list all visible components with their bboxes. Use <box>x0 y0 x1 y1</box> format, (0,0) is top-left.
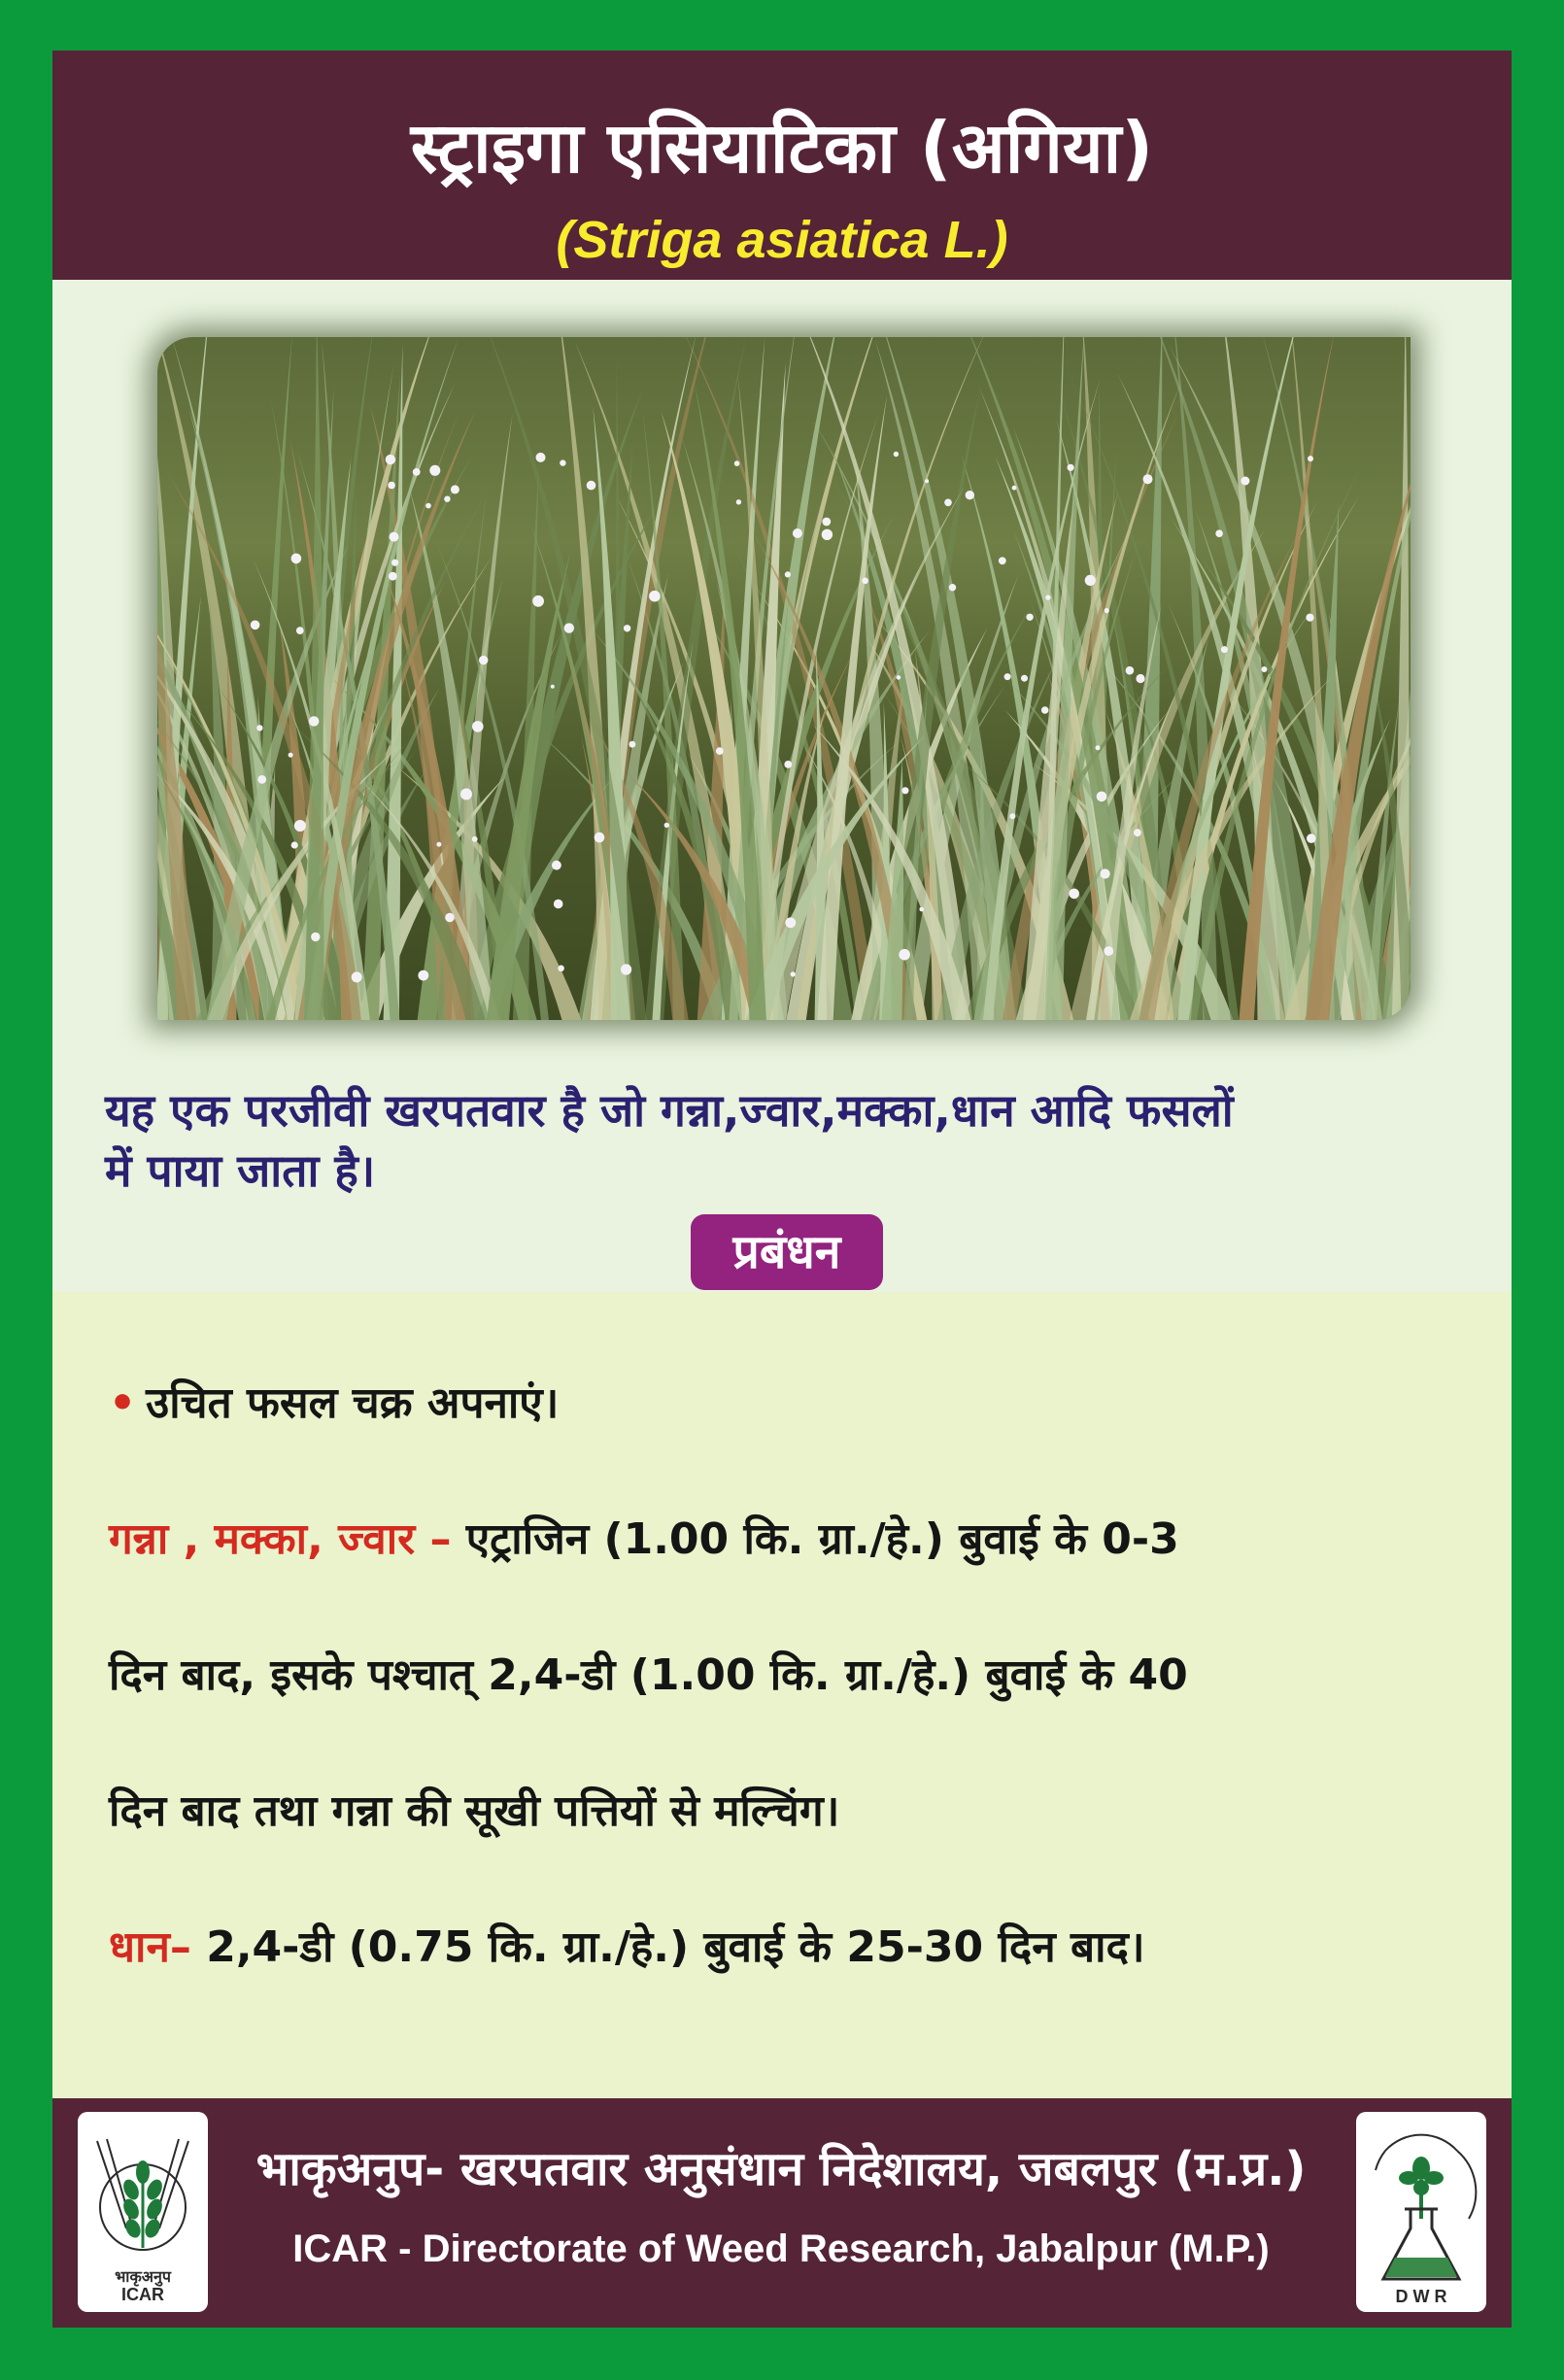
striga-flower <box>595 833 605 843</box>
sugarcane-maize-sorghum-line <box>109 1511 1488 1569</box>
striga-flower <box>425 503 431 509</box>
management-badge: प्रबंधन <box>691 1214 883 1290</box>
management-line-3: दिन बाद, इसके पश्चात् 2,4-डी (1.00 कि. ग्रा./हे.) बुवाई के 40 <box>109 1650 1188 1700</box>
striga-flower <box>444 496 450 502</box>
striga-flower <box>822 518 831 527</box>
striga-flower <box>1009 813 1015 819</box>
management-line-4: दिन बाद तथा गन्ना की सूखी पत्तियों से मल्चिंग। <box>109 1786 840 1836</box>
striga-flower <box>386 455 395 464</box>
striga-flower <box>251 621 260 630</box>
crop-rotation-text: उचित फसल चक्र अपनाएं। <box>146 1378 560 1428</box>
striga-flower <box>552 861 561 870</box>
striga-flower <box>294 820 306 832</box>
striga-flower <box>734 460 740 466</box>
striga-flower <box>1041 706 1049 714</box>
management-section <box>52 1292 1512 2098</box>
poster <box>52 51 1512 2328</box>
crops1-label: गन्ना , मक्का, ज्वार – <box>109 1514 452 1564</box>
striga-flower <box>587 481 596 491</box>
striga-flower <box>1241 477 1249 486</box>
striga-flower <box>536 453 546 462</box>
striga-flower <box>1308 456 1313 461</box>
striga-flower <box>436 842 441 847</box>
striga-flower <box>479 656 488 664</box>
striga-flower <box>1261 666 1267 672</box>
description-line-2: में पाया जाता है। <box>105 1144 376 1197</box>
striga-flower <box>1069 889 1079 900</box>
striga-flower <box>352 971 362 982</box>
striga-flower <box>532 595 544 607</box>
striga-flower <box>309 716 319 726</box>
striga-flower <box>1004 673 1011 680</box>
striga-flower <box>822 529 833 540</box>
striga-flower <box>391 560 398 566</box>
striga-flower <box>311 933 320 941</box>
organization-english: ICAR - Directorate of Weed Research, Jabalpur (M.P.) <box>292 2227 1270 2270</box>
striga-flower <box>472 836 478 842</box>
striga-flower <box>289 753 293 758</box>
crops1-text: एट्राजिन (1.00 कि. ग्रा./हे.) बुवाई के 0-3 <box>465 1514 1179 1564</box>
striga-flower <box>1097 792 1107 802</box>
weed-description <box>105 1080 1465 1201</box>
striga-flower <box>791 971 796 976</box>
striga-flower <box>1105 608 1109 613</box>
striga-flower <box>664 823 669 828</box>
striga-flower <box>736 499 741 504</box>
icar-logo <box>78 2112 208 2312</box>
striga-flower <box>894 452 899 457</box>
crops2-label: धान– <box>109 1922 191 1972</box>
striga-flower <box>445 913 455 923</box>
striga-flower <box>472 721 484 732</box>
striga-flower <box>1306 614 1313 622</box>
striga-flower <box>429 465 440 476</box>
organization-hindi: भाकृअनुप- खरपतवार अनुसंधान निदेशालय, जबलपुर (म.प्र.) <box>255 2142 1307 2196</box>
grass-illustration <box>157 337 1411 1020</box>
striga-flower <box>1026 614 1033 621</box>
description-line-1: यह एक परजीवी खरपतवार है जो गन्ना,ज्वार,मक्का,धान आदि फसलों <box>105 1084 1234 1137</box>
crop-rotation-line <box>109 1375 1488 1433</box>
striga-flower <box>388 482 395 490</box>
poster-header <box>52 51 1512 280</box>
striga-flower <box>901 787 908 794</box>
striga-flower <box>560 459 565 465</box>
striga-flower <box>785 571 791 577</box>
striga-flower <box>460 789 472 800</box>
striga-flower <box>413 468 421 476</box>
title-hindi: स्ट्राइगा एसियाटिका (अगिया) <box>410 107 1154 188</box>
striga-flower <box>1068 464 1074 471</box>
striga-flower <box>451 485 459 493</box>
striga-flower <box>291 841 298 848</box>
title-latin: (Striga asiatica L.) <box>556 211 1008 269</box>
striga-flower <box>1136 674 1144 683</box>
flask-plant-icon <box>1356 2112 1486 2312</box>
striga-flower <box>966 491 974 499</box>
striga-flower <box>919 907 924 912</box>
poster-footer <box>52 2098 1512 2328</box>
striga-flower <box>1307 833 1316 843</box>
icar-logo-hindi: भाकृअनुप <box>115 2267 171 2286</box>
striga-flower <box>897 675 901 680</box>
striga-flower <box>554 900 563 909</box>
striga-flower <box>629 741 636 748</box>
striga-flower <box>862 578 868 585</box>
striga-flower <box>1021 675 1028 682</box>
striga-flower <box>551 685 555 689</box>
striga-flower <box>1045 595 1050 599</box>
dwr-logo-label: D W R <box>1395 2287 1447 2306</box>
striga-flower <box>944 499 952 507</box>
bullet-icon: • <box>109 1378 137 1428</box>
crops2-text: 2,4-डी (0.75 कि. ग्रा./हे.) बुवाई के 25-30 दिन बाद। <box>206 1922 1145 1972</box>
striga-flower <box>564 623 574 632</box>
striga-flower <box>925 479 929 483</box>
striga-flower <box>558 966 564 972</box>
striga-flower <box>291 554 302 564</box>
striga-flower <box>1126 666 1135 675</box>
striga-flower <box>418 970 428 981</box>
striga-flower <box>1085 575 1096 586</box>
striga-flower <box>1101 868 1110 878</box>
striga-flower <box>649 591 661 602</box>
striga-flower <box>621 964 631 974</box>
striga-flower <box>949 584 956 591</box>
dwr-logo <box>1356 2112 1486 2312</box>
striga-flower <box>256 725 262 731</box>
striga-flower <box>1104 946 1113 956</box>
striga-flower <box>716 747 724 755</box>
striga-flower <box>1134 829 1141 836</box>
paddy-line <box>109 1919 1488 1977</box>
striga-flower <box>785 917 796 928</box>
striga-flower <box>296 627 304 634</box>
striga-flower <box>1221 646 1228 653</box>
striga-flower <box>1096 745 1101 750</box>
striga-flower <box>1143 474 1153 484</box>
striga-flower <box>389 572 397 581</box>
striga-flower <box>1215 529 1223 537</box>
icar-logo-english: ICAR <box>121 2285 164 2304</box>
striga-flower <box>793 528 802 538</box>
striga-flower <box>899 949 910 961</box>
striga-flower <box>390 532 399 542</box>
striga-flower <box>1012 486 1017 491</box>
striga-flower <box>784 761 792 768</box>
weed-photo <box>157 337 1411 1020</box>
striga-flower <box>257 775 266 784</box>
striga-flower <box>624 625 630 631</box>
striga-flower <box>999 557 1006 564</box>
